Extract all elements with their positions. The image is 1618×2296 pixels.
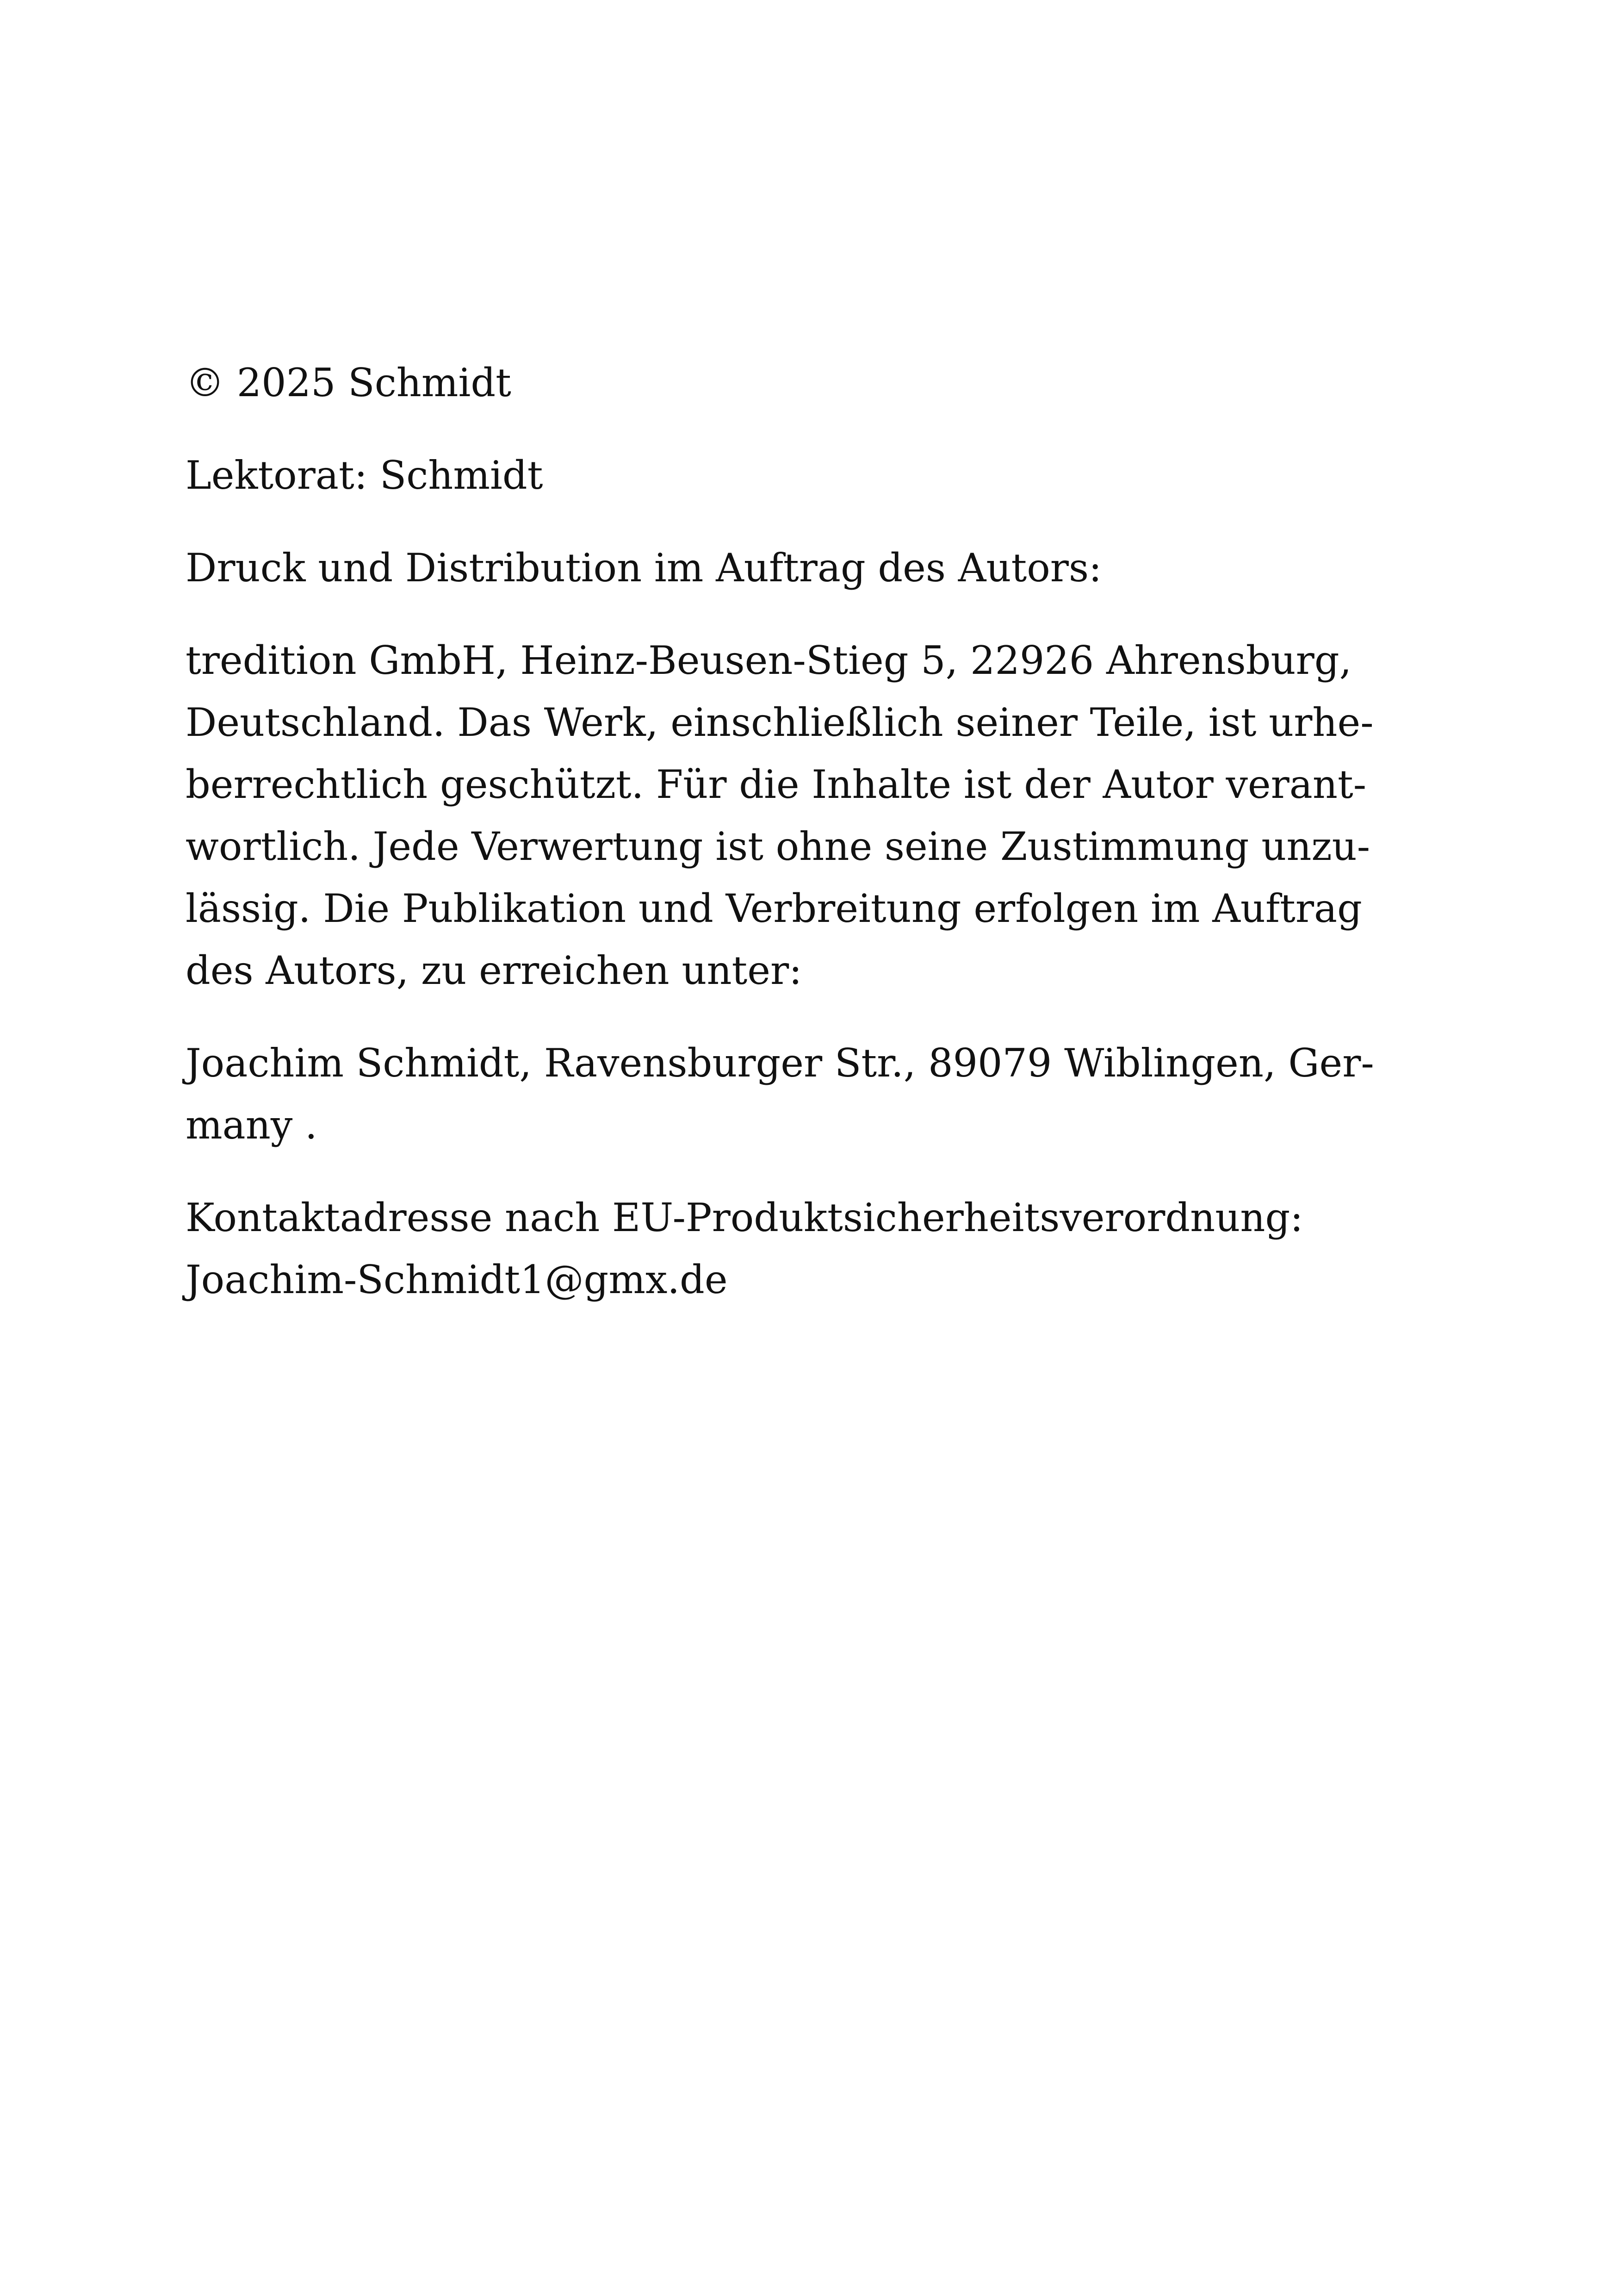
publisher-line: wortlich. Jede Verwertung ist ohne seine Zustimmung unzu- <box>186 824 1370 869</box>
publisher-line: berrechtlich geschützt. Für die Inhalte ist der Autor verant- <box>186 762 1367 807</box>
publisher-line: des Autors, zu erreichen unter: <box>186 948 802 993</box>
publisher-line: tredition GmbH, Heinz-Beusen-Stieg 5, 22926 Ahrensburg, <box>186 638 1352 683</box>
printing-intro: Druck und Distribution im Auftrag des Autors: <box>186 545 1102 591</box>
copyright-notice: © 2025 Schmidt <box>186 360 511 405</box>
publisher-paragraph <box>186 629 1435 1002</box>
author-address-line: Joachim Schmidt, Ravensburger Str., 89079 Wiblingen, Ger- <box>186 1040 1374 1086</box>
imprint-block <box>186 352 1435 1341</box>
editing-credit: Lektorat: Schmidt <box>186 453 543 498</box>
contact-email[interactable]: Joachim-Schmidt1@gmx.de <box>186 1257 728 1302</box>
publisher-line: lässig. Die Publikation und Verbreitung erfolgen im Auftrag <box>186 886 1362 931</box>
contact-label: Kontaktadresse nach EU-Produktsicherheitsverordnung: <box>186 1195 1303 1240</box>
author-address-line: many . <box>186 1102 317 1148</box>
publisher-line: Deutschland. Das Werk, einschließlich seiner Teile, ist urhe- <box>186 700 1374 745</box>
contact-address <box>186 1187 1435 1311</box>
author-address <box>186 1032 1435 1156</box>
